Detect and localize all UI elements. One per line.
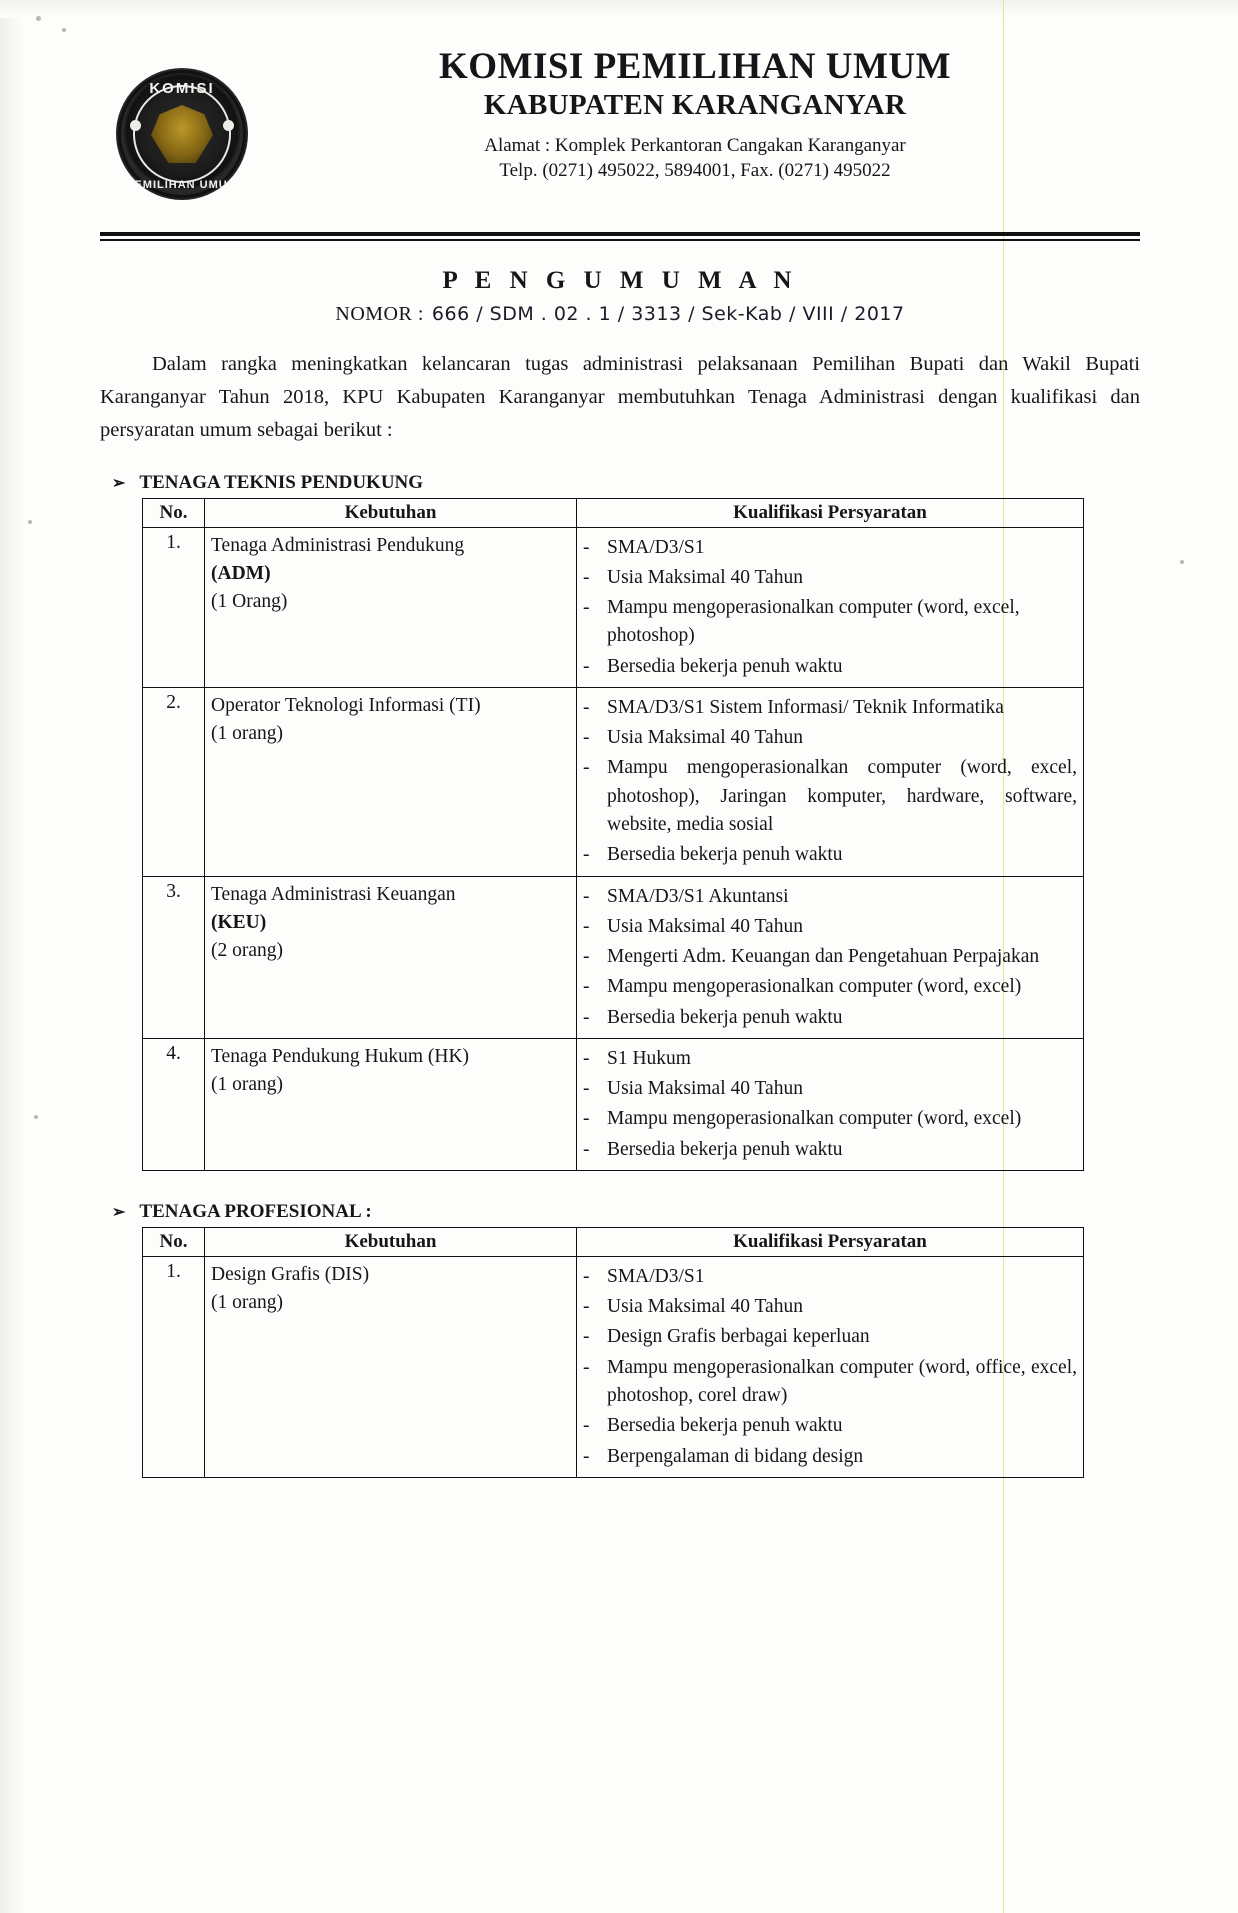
list-item [583,883,1077,911]
dash-icon: - [583,1138,590,1160]
qualification-text: Bersedia bekerja penuh waktu [607,1006,843,1028]
list-item [583,594,1077,651]
section-heading-teknis [112,472,1140,494]
emblem-bottom-text: PEMILIHAN UMUM [126,179,238,191]
column-header-kualifikasi: Kualifikasi Persyaratan [577,1227,1084,1256]
dash-icon: - [583,1296,590,1318]
qualification-text: Bersedia bekerja penuh waktu [607,1415,843,1437]
dash-icon: - [583,915,590,937]
list-item [583,1045,1077,1073]
cell-kebutuhan [205,1256,577,1477]
need-code: (KEU) [211,911,267,933]
need-main: Design Grafis (DIS) [211,1263,370,1285]
dash-icon: - [583,536,590,558]
dash-icon: - [583,946,590,968]
organization-phone: Telp. (0271) 495022, 5894001, Fax. (0271) 495022 [499,160,891,182]
qualification-text: Usia Maksimal 40 Tahun [607,566,803,588]
qualification-text: Mampu mengoperasionalkan computer (word, excel) [607,1108,1022,1130]
section-heading-label: TENAGA TEKNIS PENDUKUNG [139,471,424,493]
dash-icon: - [583,885,590,907]
need-main: Tenaga Administrasi Keuangan [211,883,456,905]
dash-icon: - [583,1445,590,1467]
list-item [583,1354,1077,1411]
list-item [583,694,1077,722]
dash-icon: - [583,976,590,998]
dash-icon: - [583,1047,590,1069]
column-header-no: No. [143,498,205,527]
list-item [583,913,1077,941]
list-item [583,1004,1077,1032]
need-main: Tenaga Administrasi Pendukung [211,534,465,556]
dash-icon: - [583,1356,590,1378]
qualification-text: Bersedia bekerja penuh waktu [607,655,843,677]
need-count: (1 orang) [211,1074,284,1096]
qualification-text: Mampu mengoperasionalkan computer (word, excel, photoshop), Jaringan komputer, hardware, software, website, media sosial [607,757,1077,835]
table-row [143,1038,1084,1170]
organization-title: KOMISI PEMILIHAN UMUM [438,46,952,87]
list-item [583,1412,1077,1440]
column-header-kualifikasi: Kualifikasi Persyaratan [577,498,1084,527]
list-item [583,973,1077,1001]
list-item [583,1105,1077,1133]
list-item [583,754,1077,839]
letterhead [100,46,1140,216]
document-number-value: 666 / SDM . 02 . 1 / 3313 / Sek-Kab / VIII / 2017 [431,303,905,325]
qualification-text: Mengerti Adm. Keuangan dan Pengetahuan Perpajakan [607,946,1040,968]
cell-no: 1. [143,1256,205,1477]
list-item [583,1293,1077,1321]
list-item [583,534,1077,562]
dash-icon: - [583,1108,590,1130]
list-item [583,841,1077,869]
qualification-text: Bersedia bekerja penuh waktu [607,1138,843,1160]
scan-edge-left [0,0,26,1913]
qualification-text: Mampu mengoperasionalkan computer (word, excel) [607,976,1022,998]
qualification-text: Usia Maksimal 40 Tahun [607,727,803,749]
dash-icon: - [583,1078,590,1100]
need-count: (2 orang) [211,940,284,962]
document-number-label: NOMOR : [335,303,424,325]
list-item [583,1323,1077,1351]
intro-paragraph: Dalam rangka meningkatkan kelancaran tugas administrasi pelaksanaan Pemilihan Bupati dan Wakil Bupati Karanganyar Tahun 2018, KPU Kabupaten Karanganyar membutuhkan Tenaga Administrasi dengan kualifikasi dan persyaratan umum sebagai berikut : [100,353,1140,442]
dash-icon: - [583,1006,590,1028]
cell-no: 2. [143,687,205,876]
cell-kebutuhan [205,876,577,1038]
cell-no: 1. [143,527,205,687]
list-item [583,653,1077,681]
qualification-text: SMA/D3/S1 [607,536,705,558]
need-count: (1 Orang) [211,591,288,613]
document-content [100,46,1140,1478]
table-row [143,876,1084,1038]
scan-edge-top [0,0,1238,18]
qualification-text: Usia Maksimal 40 Tahun [607,1296,803,1318]
cell-kebutuhan [205,1038,577,1170]
cell-kualifikasi [577,687,1084,876]
qualification-list [583,1045,1077,1164]
qualification-text: SMA/D3/S1 Akuntansi [607,885,789,907]
list-item [583,1075,1077,1103]
emblem-top-text: KOMISI [149,80,215,97]
qualification-text: SMA/D3/S1 [607,1265,705,1287]
table-tenaga-teknis [142,498,1084,1171]
qualification-text: S1 Hukum [607,1047,691,1069]
qualification-text: Design Grafis berbagai keperluan [607,1326,870,1348]
need-code: (ADM) [211,562,271,584]
organization-address: Alamat : Komplek Perkantoran Cangakan Karanganyar [484,134,906,156]
table-row [143,1256,1084,1477]
dash-icon: - [583,566,590,588]
need-main: Operator Teknologi Informasi (TI) [211,694,481,716]
scan-speck [36,16,41,21]
qualification-text: Berpengalaman di bidang design [607,1445,864,1467]
qualification-list [583,694,1077,870]
arrow-bullet-icon: ➢ [112,1203,126,1221]
table-row [143,687,1084,876]
document-title: P E N G U M U M A N [442,267,798,294]
need-count: (1 orang) [211,1292,284,1314]
scan-speck [62,28,66,32]
qualification-text: SMA/D3/S1 Sistem Informasi/ Teknik Informatika [607,696,1004,718]
header-divider [100,232,1140,241]
list-item [583,724,1077,752]
kpu-emblem-icon [116,68,248,200]
need-count: (1 orang) [211,723,284,745]
list-item [583,1263,1077,1291]
section-heading-label: TENAGA PROFESIONAL : [139,1200,372,1222]
dash-icon: - [583,1265,590,1287]
dash-icon: - [583,844,590,866]
dash-icon: - [583,1415,590,1437]
cell-no: 4. [143,1038,205,1170]
list-item [583,943,1077,971]
qualification-list [583,534,1077,681]
qualification-text: Mampu mengoperasionalkan computer (word, excel, photoshop) [607,597,1020,647]
cell-kebutuhan [205,527,577,687]
list-item [583,564,1077,592]
list-item [583,1136,1077,1164]
qualification-list [583,883,1077,1032]
qualification-text: Bersedia bekerja penuh waktu [607,844,843,866]
document-number-row [100,303,1140,326]
qualification-text: Mampu mengoperasionalkan computer (word, office, excel, photoshop, corel draw) [607,1356,1077,1406]
dash-icon: - [583,1326,590,1348]
cell-kualifikasi [577,527,1084,687]
cell-kebutuhan [205,687,577,876]
column-header-no: No. [143,1227,205,1256]
table-row [143,527,1084,687]
scan-speck [34,1115,38,1119]
organization-subtitle: KABUPATEN KARANGANYAR [483,89,907,122]
qualification-text: Usia Maksimal 40 Tahun [607,915,803,937]
cell-no: 3. [143,876,205,1038]
scan-speck [1180,560,1184,564]
table-tenaga-profesional [142,1227,1084,1478]
qualification-text: Usia Maksimal 40 Tahun [607,1078,803,1100]
dash-icon: - [583,696,590,718]
cell-kualifikasi [577,1256,1084,1477]
list-item [583,1443,1077,1471]
dash-icon: - [583,597,590,619]
qualification-list [583,1263,1077,1471]
dash-icon: - [583,655,590,677]
column-header-kebutuhan: Kebutuhan [205,1227,577,1256]
table-header-row [143,498,1084,527]
dash-icon: - [583,757,590,779]
arrow-bullet-icon: ➢ [112,474,126,492]
cell-kualifikasi [577,1038,1084,1170]
need-main: Tenaga Pendukung Hukum (HK) [211,1045,470,1067]
section-heading-profesional [112,1201,1140,1223]
dash-icon: - [583,727,590,749]
table-header-row [143,1227,1084,1256]
cell-kualifikasi [577,876,1084,1038]
column-header-kebutuhan: Kebutuhan [205,498,577,527]
scan-speck [28,520,32,524]
